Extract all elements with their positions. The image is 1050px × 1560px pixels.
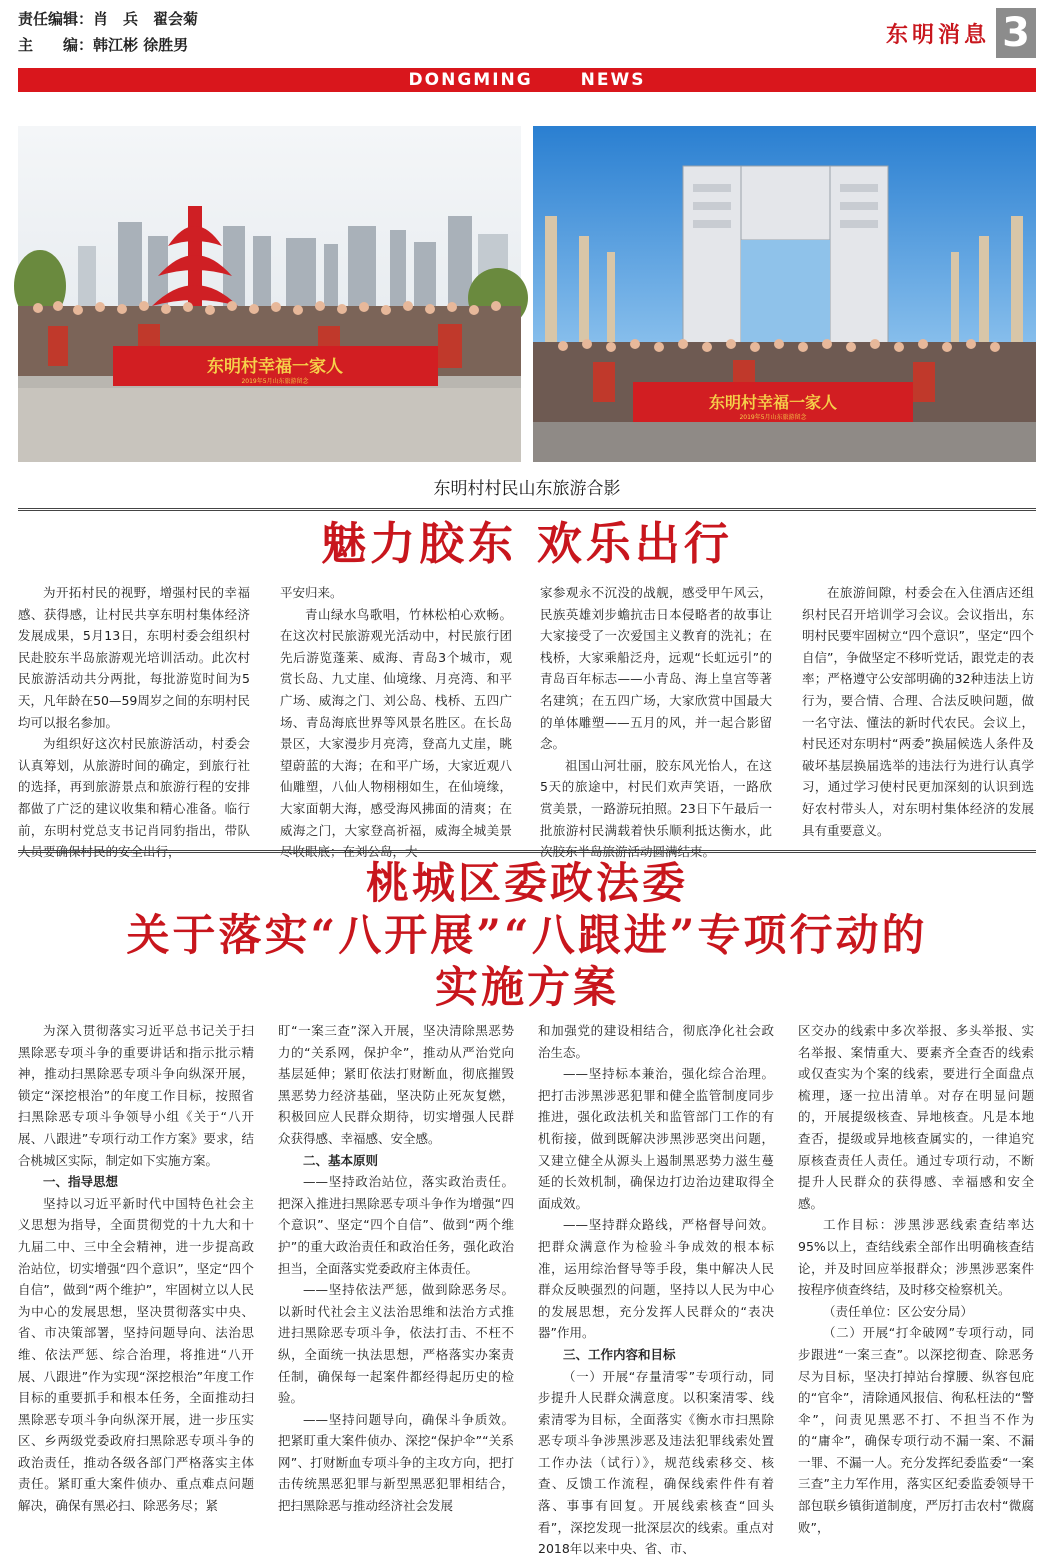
paragraph: 和加强党的建设相结合，彻底净化社会政治生态。: [538, 1023, 774, 1060]
paragraph: 为深入贯彻落实习近平总书记关于扫黑除恶专项斗争的重要讲话和指示批示精神，推动扫黑除恶专项斗争向纵深开展，锁定“深挖根治”的年度工作目标，按照省扫黑除恶专项斗争领导小组《关于“八开展、八跟进”专项行动工作方案》要求，结合桃城区实际，制定如下实施方案。: [18, 1023, 254, 1168]
article2-title-line3: 实施方案: [435, 963, 619, 1013]
photo-caption: 东明村村民山东旅游合影: [433, 479, 621, 499]
paragraph: （责任单位：区公安分局）: [823, 1303, 974, 1319]
group-photo-weihai-gate: [533, 126, 1036, 462]
section-banner: DONGMING NEWS: [18, 68, 1036, 92]
paragraph: 在旅游间隙，村委会在入住酒店还组织村民召开培训学习会议。会议指出，东明村民要牢固树立“四个意识”，坚定“四个自信”，争做坚定不移听党话，跟党走的表率；严格遵守公安部明确的32种违法上访行为，要合情、合理、合法反映问题，做一名守法、懂法的新时代农民。会议上，村民还对东明村“两委”换届候选人条件及破坏基层换届选举的违法行为进行认真学习，通过学习使村民更加深刻的认识到选好农村带头人，对东明村集体经济的发展具有重要意义。: [802, 585, 1034, 838]
paragraph: 祖国山河壮丽，胶东风光怡人，在这5天的旅途中，村民们欢声笑语，一路欣赏美景，一路游玩拍照。23日下午最后一批旅游村民满载着快乐顺利抵达衡水，此次胶东半岛旅游活动圆满结束。: [540, 757, 772, 860]
paragraph: ——坚持群众路线，严格督导问效。把群众满意作为检验斗争成效的根本标准，运用综治督导等手段，集中解决人民群众反映强烈的问题，坚持以人民为中心的发展思想，充分发挥人民群众的“表决器”作用。: [538, 1217, 774, 1341]
article1-column-2: [280, 582, 512, 860]
responsible-editor: 责任编辑：肖 兵 翟会菊: [18, 10, 199, 28]
article2-column-4: [798, 1020, 1034, 1535]
article1-column-1: [18, 582, 250, 860]
article2-column-3: [538, 1020, 774, 1557]
banner-text-left: 东明村幸福一家人: [207, 357, 343, 377]
article2-title: [18, 858, 1036, 1014]
paragraph: 为组织好这次村民旅游活动，村委会认真筹划，从旅游时间的确定，到旅行社的选择，再到旅游景点和旅游行程的安排都做了广泛的建议收集和精心准备。临行前，东明村党总支书记肖同豹指出，带队人员要确保村民的安全出行，: [18, 736, 250, 860]
article1-title: 魅力胶东 欢乐出行: [321, 517, 733, 570]
paragraph: （二）开展“打伞破网”专项行动，同步跟进“一案三查”。以深挖彻查、除恶务尽为目标，坚决打掉站台撑腰、纵容包庇的“官伞”，清除通风报信、徇私枉法的“警伞”，问责见黑恶不打、不担当不作为的“庸伞”，确保专项行动不漏一案、不漏一罪、不漏一人。充分发挥纪委监委“一案三查”主力军作用，落实区纪委监委领导干部包联乡镇街道制度，严厉打击农村“微腐败”，: [798, 1325, 1034, 1535]
paragraph: 平安归来。: [280, 585, 343, 600]
article1-column-4: [802, 582, 1034, 844]
chief-editor: 主 编：韩江彬 徐胜男: [18, 36, 189, 54]
section-heading: 二、基本原则: [303, 1152, 379, 1168]
divider-top: [18, 508, 1036, 511]
group-photo-may-fourth-square: [18, 126, 521, 462]
paragraph: ——坚持政治站位，落实政治责任。把深入推进扫黑除恶专项斗争作为增强“四个意识”、坚定“四个自信”、做到“两个维护”的重大政治责任和政治任务，强化政治担当，全面落实党委政府主体责任。: [278, 1174, 514, 1276]
paragraph: ——坚持标本兼治，强化综合治理。把打击涉黑涉恶犯罪和健全监管制度同步推进，强化政法机关和监管部门工作的有机衔接，做到既解决涉黑涉恶突出问题，又建立健全从源头上遏制黑恶势力滋生蔓延的长效机制，确保边打边治边建取得全面成效。: [538, 1066, 774, 1211]
newspaper-name: 东明消息: [885, 22, 990, 48]
paragraph: 青山绿水鸟歌唱，竹林松柏心欢畅。在这次村民旅游观光活动中，村民旅行团先后游览蓬莱、威海、青岛3个城市，观赏长岛、九丈崖、仙境缘、月亮湾、和平广场、威海之门、刘公岛、栈桥、五四广场、青岛海底世界等风景名胜区。在长岛景区，大家漫步月亮湾，登高九丈崖，眺望蔚蓝的大海；在和平广场，大家近观八仙雕塑，八仙人物栩栩如生，在仙境缘，大家面朝大海，感受海风拂面的清爽；在威海之门，大家登高祈福，威海全城美景尽收眼底；在刘公岛，大: [280, 606, 512, 860]
banner-date-left: 2019年5月山东旅游留念: [241, 378, 309, 385]
page-number: 3: [996, 8, 1036, 58]
paragraph: ——坚持依法严惩，做到除恶务尽。以新时代社会主义法治思维和法治方式推进扫黑除恶专项斗争，依法打击、不枉不纵，全面统一执法思想，严格落实办案责任制，确保每一起案件都经得起历史的检验。: [278, 1282, 514, 1406]
paragraph: 坚持以习近平新时代中国特色社会主义思想为指导，全面贯彻党的十九大和十九届二中、三中全会精神，进一步提高政治站位，切实增强“四个意识”，坚定“四个自信”，做到“两个维护”，牢固树立以人民为中心的发展思想，坚决贯彻落实中央、省、市决策部署，坚持问题导向、法治思维、依法严惩、综合治理，将推进“八开展、八跟进”作为实现“深挖根治”年度工作目标的重要抓手和根本任务，全面推动扫黑除恶专项斗争向纵深开展，进一步压实区、乡两级党委政府扫黑除恶专项斗争的政治责任，推动各级各部门严格落实主体责任。紧盯重大案件侦办、重点难点问题解决，确保有黑必扫、除恶务尽；紧: [18, 1195, 254, 1514]
paragraph: 盯“一案三查”深入开展，坚决清除黑恶势力的“关系网，保护伞”，推动从严治党向基层延伸；紧盯依法打财断血，彻底摧毁黑恶势力经济基础，坚决防止死灰复燃，积极回应人民群众期待，切实增强人民群众获得感、幸福感、安全感。: [278, 1023, 514, 1146]
divider-middle: [18, 850, 1036, 853]
paragraph: 为开拓村民的视野，增强村民的幸福感、获得感，让村民共享东明村集体经济发展成果，5月13日，东明村委会组织村民赴胶东半岛旅游观光培训活动。此次村民旅游活动共分两批，每批游览时间为5天，凡年龄在50—59周岁之间的东明村民均可以报名参加。: [18, 585, 250, 730]
article2-column-2: [278, 1020, 514, 1516]
section-heading: 一、指导思想: [43, 1174, 119, 1190]
paragraph: 区交办的线索中多次举报、多头举报、实名举报、案情重大、要素齐全查否的线索或仅查实为个案的线索，要进行全面盘点梳理，逐一拉出清单。对存在明显问题的，开展提级核查、异地核查。凡是本地查否，提级或异地核查属实的，一律追究原核查责任人责任。通过专项行动，不断提升人民群众的获得感、幸福感和安全感。: [798, 1023, 1034, 1211]
paragraph: ——坚持问题导向，确保斗争质效。把紧盯重大案件侦办、深挖“保护伞”“关系网”、打财断血专项斗争的主攻方向，把打击传统黑恶犯罪与新型黑恶犯罪相结合，把扫黑除恶与推动经济社会发展: [278, 1411, 514, 1514]
article2-column-1: [18, 1020, 254, 1516]
article2-title-line1: 桃城区委政法委: [366, 859, 688, 909]
masthead-credits: [18, 6, 198, 58]
section-heading: 三、工作内容和目标: [563, 1346, 676, 1362]
banner-date-right: 2019年5月山东旅游留念: [739, 414, 807, 421]
article1-column-3: [540, 582, 772, 860]
paragraph: （一）开展“存量清零”专项行动，同步提升人民群众满意度。以积案清零、线索清零为目标，全面落实《衡水市扫黑除恶专项斗争涉黑涉恶及违法犯罪线索处置工作办法（试行）》，规范线索移交、核查、反馈工作流程，确保线索件件有着落、事事有回复。开展线索核查“回头看”，深挖发现一批深层次的线索。重点对2018年以来中央、省、市、: [538, 1368, 774, 1557]
banner-text-right: 东明村幸福一家人: [708, 393, 838, 412]
paragraph: 工作目标：涉黑涉恶线索查结率达95%以上，查结线索全部作出明确核查结论，并及时回应举报群众；涉黑涉恶案件按程序侦查终结，及时移交检察机关。: [798, 1217, 1034, 1298]
paragraph: 家参观永不沉没的战舰，感受甲午风云，民族英雄刘步蟾抗击日本侵略者的故事让大家接受了一次爱国主义教育的洗礼；在栈桥，大家乘船泛舟，远观“长虹远引”的青岛百年标志——小青岛、海上皇宫等著名建筑；在五四广场，大家欣赏中国最大的单体雕塑——五月的风，并一起合影留念。: [540, 585, 772, 752]
article2-title-line2: 关于落实“八开展”“八跟进”专项行动的: [126, 911, 928, 961]
